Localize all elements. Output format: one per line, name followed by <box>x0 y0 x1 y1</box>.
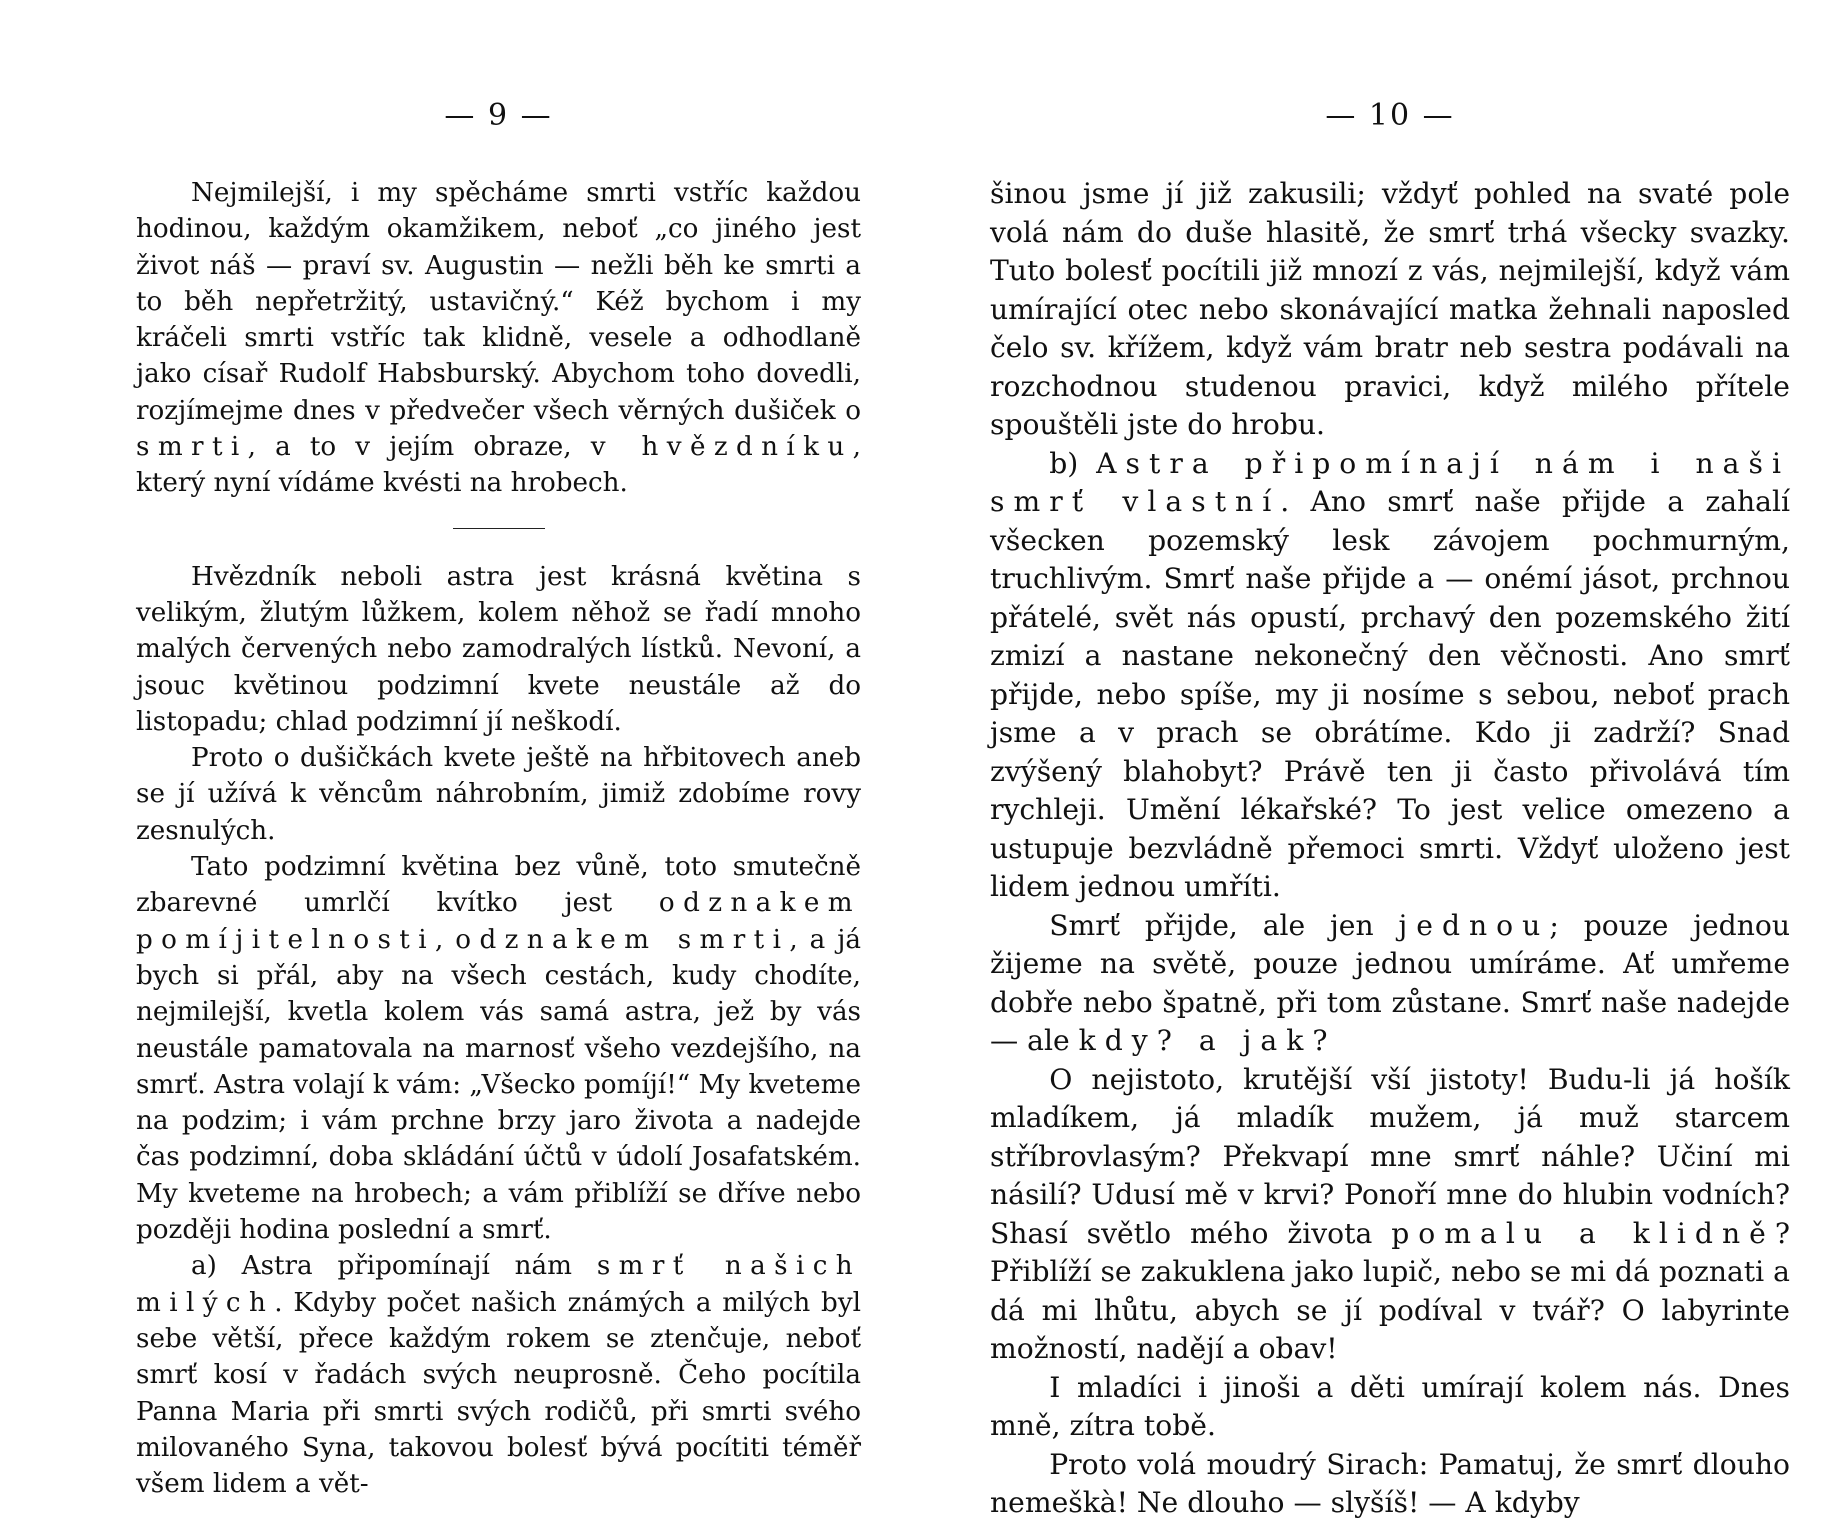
page-number: — 10 — <box>1325 98 1455 133</box>
paragraph: O nejistoto, krutější vší jistoty! Budu-li já hošík mladíkem, já mladík mužem, já muž starcem stříbrovlasým? Překvapí mne smrť náhle? Učiní mi násilí? Udusí mě v krvi? Ponoří mne do hlubin vodních? Shasí světlo mého života pomalu a klidně? Přiblíží se zakuklena jako lupič, nebo se mi dá poznati a dá mi lhůtu, abych se jí podíval v tvář? O labyrinte možností, nadějí a obav! <box>990 1062 1790 1365</box>
paragraph: a) Astra připomínají nám smrť našich milých. Kdyby počet našich známých a milých byl sebe větší, přece každým rokem se ztenčuje, neboť smrť kosí v řadách svých neuprosně. Čeho pocítila Panna Maria při smrti svých rodičů, při smrti svého milovaného Syna, takovou bolesť bývá pocítiti téměř všem lidem a vět- <box>136 1251 862 1500</box>
spaced-emphasis: odznakem pomíjitelnosti <box>136 888 861 955</box>
paragraph: b) Astra připomínají nám i naši smrť vlastní. Ano smrť naše přijde a zahalí všecken pozemský lesk závojem pochmurným, truchlivým. Smrť naše přijde a — onémí jásot, prchnou přátelé, svět nás opustí, prchavý den pozemského žití zmizí a nastane nekonečný den věčnosti. Ano smrť přijde, nebo spíše, my ji nosíme s sebou, neboť prach jsme a v prach se obrátíme. Kdo ji zadrží? Snad zvýšený blahobyt? Právě ten ji často přivolává tím rychleji. Umění lékařské? To jest velice omezeno a ustupuje bezvládně přemoci smrti. Vždyť uloženo jest lidem jednou umříti. <box>990 446 1790 903</box>
paragraph: Hvězdník neboli astra jest krásná květina s velikým, žlutým lůžkem, kolem něhož se řadí mnoho malých červených nebo zamodralých lístků. Nevoní, a jsouc květinou podzimní kvete neustále až do listopadu; chlad podzimní jí neškodí. <box>136 561 861 737</box>
spaced-emphasis: kdy? a jak? <box>1078 1024 1337 1057</box>
spaced-emphasis: odznakem smrti <box>455 924 790 955</box>
spaced-emphasis: pomalu a klidně <box>1391 1216 1775 1250</box>
paragraph: I mladíci i jinoši a děti umírají kolem nás. Dnes mně, zítra tobě. <box>990 1370 1790 1442</box>
spaced-emphasis: smrť našich milých <box>136 1251 862 1318</box>
paragraph: šinou jsme jí již zakusili; vždyť pohled na svaté pole volá nám do duše hlasitě, že smrť trhá všecky svazky. Tuto bolesť pocítili již mnozí z vás, nejmilejší, když vám umírající otec nebo skonávající matka žehnali naposled čelo sv. křížem, když vám bratr neb sestra podávali na rozchodnou studenou pravici, když milého přítele spouštěli jste do hrobu. <box>990 177 1790 441</box>
page-body <box>136 175 861 1502</box>
spaced-emphasis: smrti <box>136 432 248 463</box>
spaced-emphasis: Astra připomínají nám i naši smrť vlastní <box>990 446 1790 518</box>
paragraph: Smrť přijde, ale jen jednou; pouze jednou žijeme na světě, pouze jednou umíráme. Ať umřeme dobře nebo špatně, při tom zůstane. Smrť naše nadejde — ale kdy? a jak? <box>990 908 1790 1057</box>
section-divider <box>453 528 545 529</box>
paragraph: Proto o dušičkách kvete ještě na hřbitovech aneb se jí užívá k věncům náhrobním, jimiž zdobíme rovy zesnulých. <box>136 743 861 846</box>
paragraph: Proto volá moudrý Sirach: Pamatuj, že smrť dlouho nemeškà! Ne dlouho — slyšíš! — A kdyby <box>990 1447 1790 1519</box>
spaced-emphasis: v hvězdníku <box>590 432 853 463</box>
paragraph: Tato podzimní květina bez vůně, toto smutečně zbarevné umrlčí kvítko jest odznakem pomíjitelnosti, odznakem smrti, a já bych si přál, aby na všech cestách, kudy chodíte, nejmilejší, kvetla kolem vás samá astra, jež by vás neustále pamatovala na marnosť všeho vezdejšího, na smrť. Astra volají k vám: „Všecko pomíjí!“ My kveteme na podzim; i vám prchne brzy jaro života a nadejde čas podzimní, doba skládání účtů v údolí Josafatském. My kveteme na hrobech; a vám přiblíží se dříve nebo později hodina poslední a smrť. <box>136 852 861 1246</box>
page-number: — 9 — <box>444 98 553 133</box>
spaced-emphasis: jednou <box>1398 908 1550 942</box>
paragraph: Nejmilejší, i my spěcháme smrti vstříc každou hodinou, každým okamžikem, neboť „co jiného jest život náš — praví sv. Augustin — nežli běh ke smrti a to běh nepřetržitý, ustavičný.“ Kéž bychom i my kráčeli smrti vstříc tak klidně, vesele a odhodlaně jako císař Rudolf Habsburský. Abychom toho dovedli, rozjímejme dnes v předvečer všech věrných dušiček o smrti, a to v jejím obraze, v hvězdníku, který nyní vídáme kvésti na hrobech. <box>136 178 861 499</box>
page-body <box>990 175 1790 1523</box>
